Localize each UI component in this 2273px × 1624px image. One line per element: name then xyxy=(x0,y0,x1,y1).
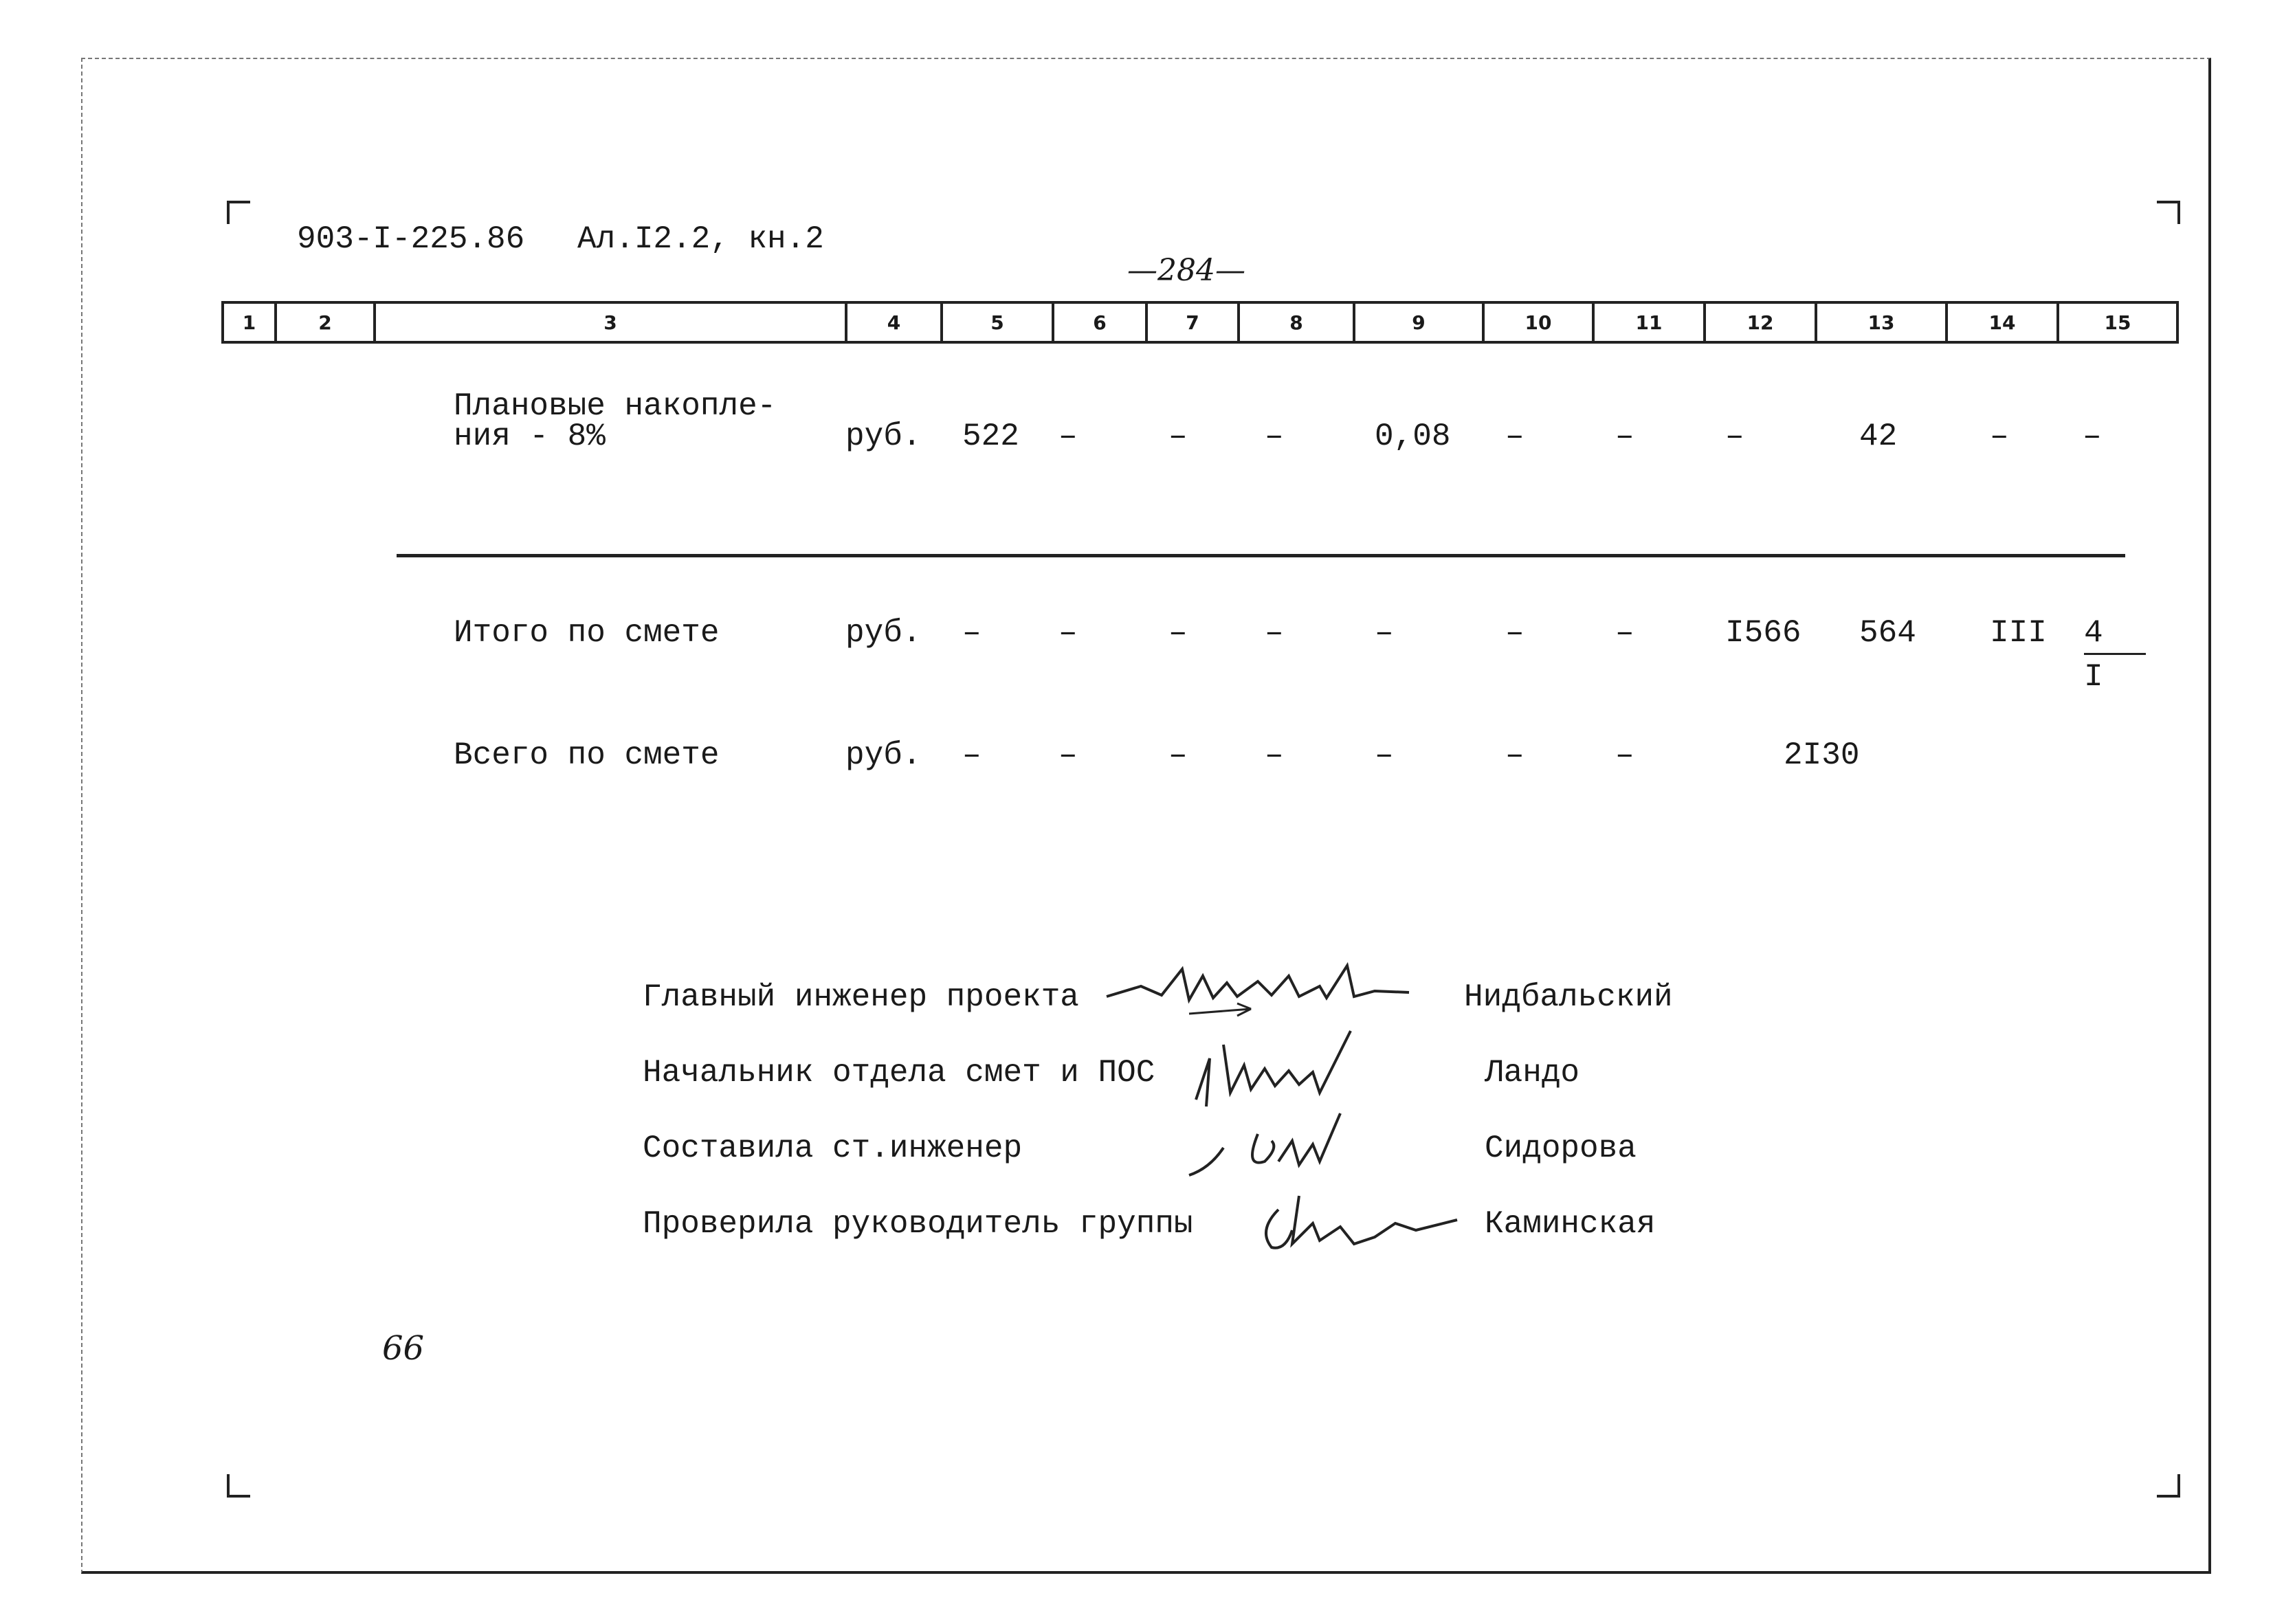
corner-mark-top-left xyxy=(227,201,250,224)
column-header: 4 xyxy=(847,304,943,341)
fraction-numerator: 4 xyxy=(2084,615,2103,651)
table-cell: – xyxy=(1375,737,1394,773)
corner-mark-bottom-right xyxy=(2157,1474,2180,1498)
column-header: 12 xyxy=(1706,304,1817,341)
column-header: 7 xyxy=(1148,304,1240,341)
column-header: 11 xyxy=(1595,304,1706,341)
table-cell: – xyxy=(1265,615,1284,651)
corner-mark-bottom-left xyxy=(227,1474,250,1498)
page-number: —284— xyxy=(1127,253,1245,288)
row-label-total: Всего по смете xyxy=(454,737,720,773)
table-cell: – xyxy=(1058,615,1078,651)
section-divider xyxy=(397,554,2125,557)
table-cell: – xyxy=(1615,615,1634,651)
row-label-subtotal: Итого по смете xyxy=(454,615,720,651)
column-header: 3 xyxy=(376,304,847,341)
fraction-line xyxy=(2084,653,2146,655)
signature-role: Начальник отдела смет и ПОС xyxy=(643,1055,1155,1091)
column-header: 14 xyxy=(1948,304,2059,341)
table-cell: – xyxy=(1505,419,1524,454)
table-cell: – xyxy=(1168,615,1188,651)
unit-cell: руб. xyxy=(845,615,922,651)
signatory-name: Ландо xyxy=(1485,1055,1580,1091)
column-header: 13 xyxy=(1817,304,1948,341)
table-cell: – xyxy=(1058,419,1078,454)
signatory-name: Нидбальский xyxy=(1464,979,1673,1015)
column-header: 1 xyxy=(224,304,277,341)
signature-role: Проверила руководитель группы xyxy=(643,1206,1193,1242)
table-cell: 564 xyxy=(1859,615,1916,651)
document-code: 903-I-225.86 xyxy=(297,221,525,257)
signatory-name: Сидорова xyxy=(1485,1131,1637,1166)
column-header: 8 xyxy=(1240,304,1355,341)
column-header: 6 xyxy=(1054,304,1148,341)
column-header: 2 xyxy=(277,304,376,341)
signature-scribble-group-leader xyxy=(1251,1182,1471,1265)
album-reference: Ал.I2.2, кн.2 xyxy=(577,221,824,257)
column-header: 5 xyxy=(943,304,1054,341)
table-cell: – xyxy=(1058,737,1078,773)
table-cell: – xyxy=(962,615,982,651)
grand-total-value: 2I30 xyxy=(1784,737,1860,773)
table-cell: III xyxy=(1990,615,2047,651)
table-cell: – xyxy=(1990,419,2009,454)
signatory-name: Каминская xyxy=(1485,1206,1656,1242)
table-cell: – xyxy=(962,737,982,773)
table-cell: – xyxy=(1168,419,1188,454)
table-cell: I566 xyxy=(1725,615,1801,651)
table-cell: – xyxy=(1265,737,1284,773)
table-cell: 522 xyxy=(962,419,1019,454)
table-cell: – xyxy=(2083,419,2102,454)
table-cell: – xyxy=(1375,615,1394,651)
table-cell: – xyxy=(1615,419,1634,454)
unit-cell: руб. xyxy=(845,737,922,773)
unit-cell: руб. xyxy=(845,419,922,454)
table-cell: 0,08 xyxy=(1375,419,1451,454)
table-cell: – xyxy=(1505,615,1524,651)
column-header: 10 xyxy=(1485,304,1595,341)
table-cell: – xyxy=(1168,737,1188,773)
table-cell: 42 xyxy=(1859,419,1898,454)
column-header: 9 xyxy=(1355,304,1485,341)
table-cell: – xyxy=(1505,737,1524,773)
column-header: 15 xyxy=(2104,311,2131,334)
signature-scribble-department-head xyxy=(1182,1017,1471,1120)
signature-role: Составила ст.инженер xyxy=(643,1131,1023,1166)
table-cell: – xyxy=(1615,737,1634,773)
table-cell: – xyxy=(1265,419,1284,454)
corner-mark-top-right xyxy=(2157,201,2180,224)
row-label-planned-savings-cont: ния - 8% xyxy=(454,419,606,454)
signature-role: Главный инженер проекта xyxy=(643,979,1079,1015)
column-header-bar xyxy=(221,301,2179,344)
sheet-mark: 66 xyxy=(382,1329,425,1368)
table-cell: – xyxy=(1725,419,1744,454)
row-label-planned-savings: Плановые накопле- xyxy=(454,388,777,424)
fraction-denominator: I xyxy=(2084,659,2103,695)
